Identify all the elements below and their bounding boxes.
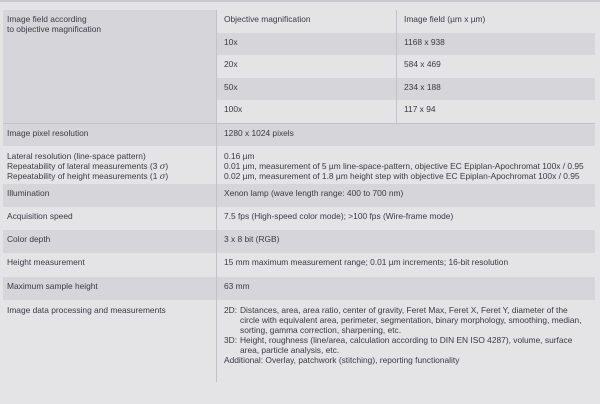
lateral-repeatability-value: 0.01 µm, measurement of 5 µm line-space-pattern, objective EC Epiplan-Apochromat 100x / 0.95: [224, 161, 584, 171]
pixel-resolution-label: Image pixel resolution: [3, 123, 216, 146]
field-20x: 584 x 469: [396, 55, 595, 78]
image-field-label: Image field according to objective magnification: [3, 10, 216, 123]
objective-100x: 100x: [216, 100, 396, 123]
illumination-value: Xenon lamp (wave length range: 400 to 700 nm): [216, 184, 595, 207]
processing-additional: Additional: Overlay, patchwork (stitching), reporting functionality: [224, 355, 460, 365]
processing-label: Image data processing and measurements: [7, 305, 166, 315]
objective-50x: 50x: [216, 78, 396, 100]
top-rule: [0, 0, 600, 2]
lateral-values: [216, 146, 595, 184]
processing-value: [216, 300, 595, 382]
field-50x: 234 x 188: [396, 78, 595, 100]
lateral-repeatability-label: Repeatability of lateral measurements (3 σ): [7, 161, 169, 171]
pixel-resolution-value: 1280 x 1024 pixels: [216, 123, 595, 146]
lateral-resolution-label: Lateral resolution (line-space pattern): [7, 151, 146, 161]
color-depth-value: 3 x 8 bit (RGB): [216, 230, 595, 253]
height-repeatability-label: Repeatability of height measurements (1 σ): [7, 171, 169, 181]
objective-20x: 20x: [216, 55, 396, 78]
height-measurement-label: Height measurement: [7, 257, 85, 267]
field-10x: 1168 x 938: [396, 33, 595, 55]
lateral-resolution-value: 0.16 µm: [224, 151, 255, 161]
max-height-label: Maximum sample height: [3, 277, 216, 300]
field-100x: 117 x 94: [396, 100, 595, 123]
color-depth-label: Color depth: [3, 230, 216, 253]
illumination-label: Illumination: [3, 184, 216, 207]
acquisition-value: 7.5 fps (High-speed color mode); >100 fps (Wire-frame mode): [216, 207, 595, 230]
lateral-labels: [3, 146, 216, 184]
height-repeatability-value: 0.02 µm, measurement of 1.8 µm height step with objective EC Epiplan-Apochromat 100x / 0.95: [224, 171, 580, 181]
processing-2d: 2D: Distances, area, area ratio, center of gravity, Feret Max, Feret X, Feret Y, diameter of the circle with equivalent area, perimeter, segmentation, binary morphology, smoothing, median, sorting, gamma correction, sharpening, etc.: [224, 305, 582, 335]
objective-header: Objective magnification: [216, 10, 396, 33]
field-header: Image field (µm x µm): [396, 10, 595, 33]
objective-10x: 10x: [216, 33, 396, 55]
spec-table: [3, 10, 595, 382]
processing-3d: 3D: Height, roughness (line/area, calculation according to DIN EN ISO 4287), volume, surface area, particle analysis, etc.: [224, 335, 573, 355]
height-measurement-value: 15 mm maximum measurement range; 0.01 µm increments; 16-bit resolution: [216, 253, 595, 277]
acquisition-label: Acquisition speed: [7, 211, 73, 221]
max-height-value: 63 mm: [216, 277, 595, 300]
